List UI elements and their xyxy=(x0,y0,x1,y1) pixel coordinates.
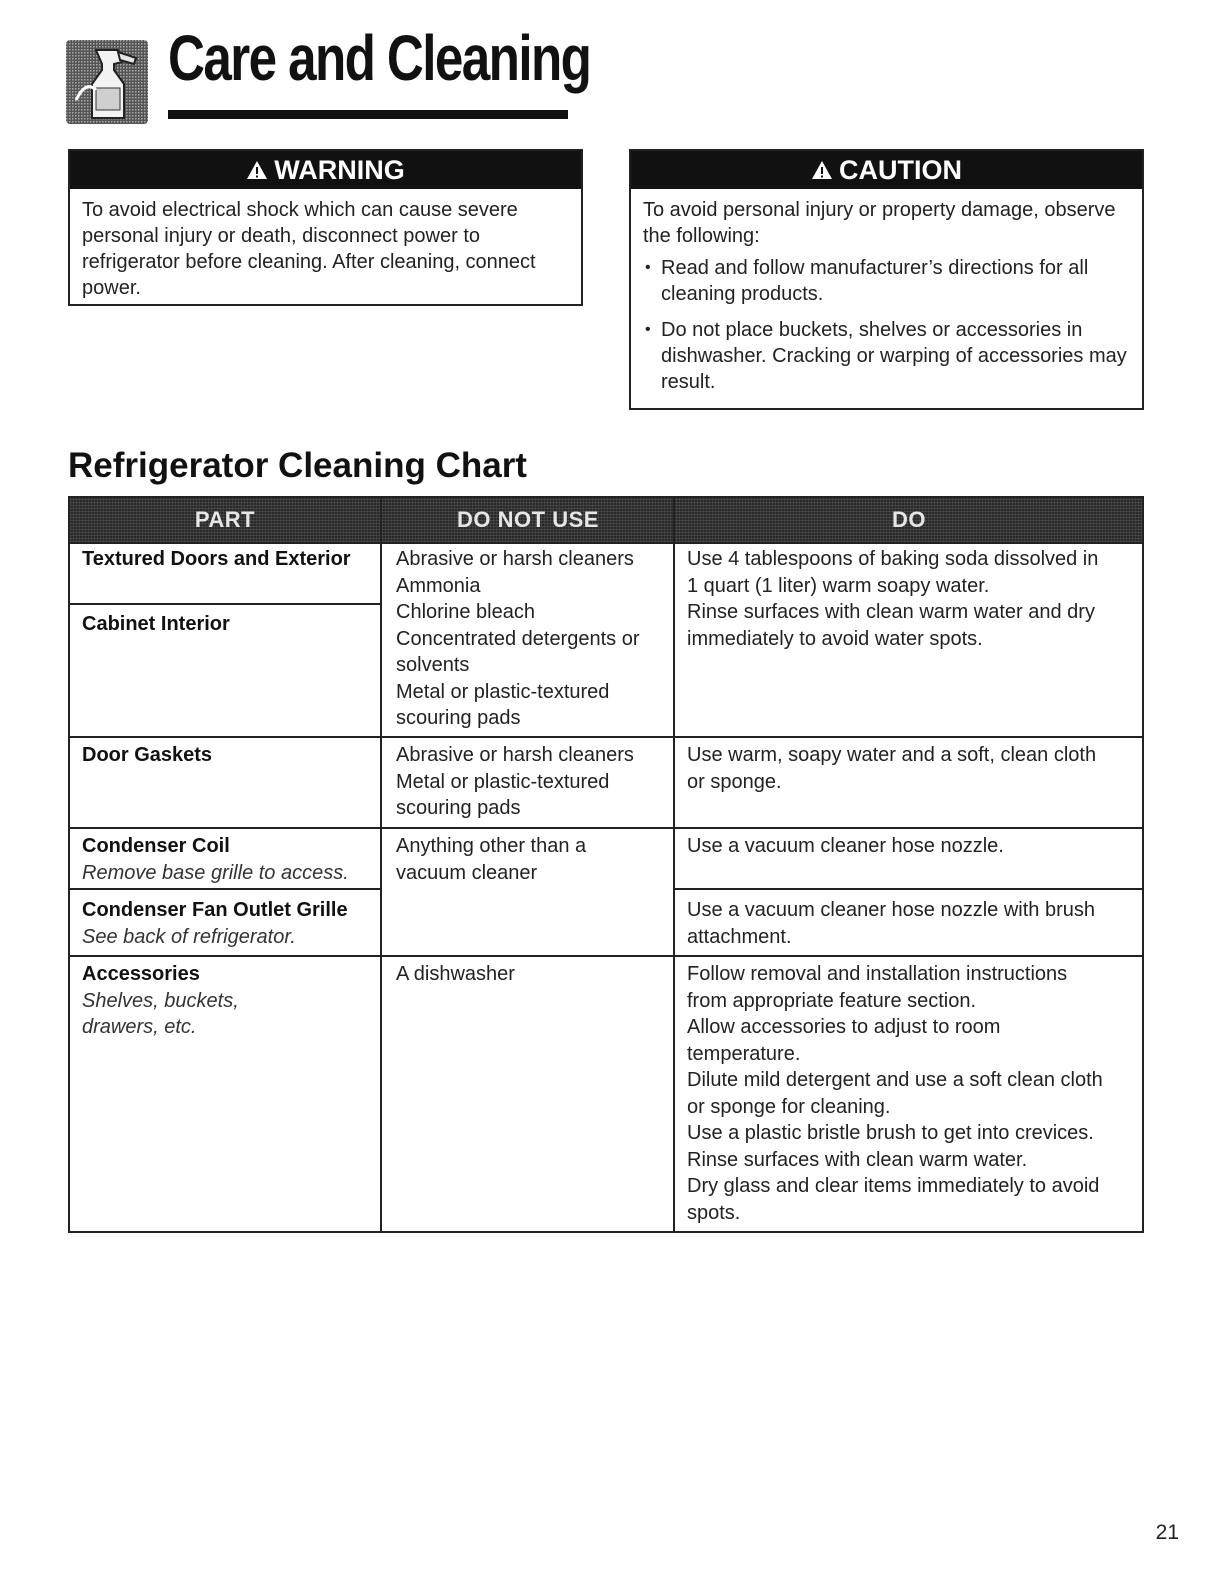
do-not-use-cell: A dishwasher xyxy=(396,963,515,985)
warning-triangle-icon xyxy=(246,160,268,180)
chart-title: Refrigerator Cleaning Chart xyxy=(68,446,527,485)
row-divider xyxy=(70,955,1142,957)
do-cell: Use warm, soapy water and a soft, clean cloth or sponge. xyxy=(687,744,1097,793)
warning-text: To avoid electrical shock which can cause severe personal injury or death, disconnect power to refrigerator before cleaning. After cleaning, connect power. xyxy=(82,199,536,299)
part-door-gaskets: Door Gaskets xyxy=(82,744,213,766)
caution-bullet: • Read and follow manufacturer’s directions for all cleaning products. xyxy=(643,255,1130,307)
do-not-use-cell: Abrasive or harsh cleaners Metal or plastic-textured scouring pads xyxy=(396,744,634,819)
page-title: Care and Cleaning xyxy=(168,22,591,94)
part-textured-doors: Textured Doors and Exterior xyxy=(82,548,351,570)
caution-box xyxy=(629,149,1144,410)
page-number: 21 xyxy=(1155,1521,1179,1544)
header-do: DO xyxy=(892,507,926,532)
header-part: PART xyxy=(194,507,256,532)
row-divider xyxy=(70,827,1142,829)
cleaning-chart-table xyxy=(68,496,1144,1233)
column-divider xyxy=(380,498,382,1231)
header-do-not-use: DO NOT USE xyxy=(457,507,599,532)
do-not-use-cell: Abrasive or harsh cleaners Ammonia Chlorine bleach Concentrated detergents or solvents Metal or plastic-textured scouring pads xyxy=(396,548,640,729)
caution-intro: To avoid personal injury or property damage, observe the following: xyxy=(643,199,1116,247)
caution-triangle-icon xyxy=(811,160,833,180)
caution-heading: CAUTION xyxy=(839,154,962,185)
part-condenser-fan-outlet-grille: Condenser Fan Outlet Grille See back of refrigerator. xyxy=(82,899,348,948)
do-cell: Follow removal and installation instructions from appropriate feature section. Allow accessories to adjust to room temperature. Dilute mild detergent and use a soft clean cloth or sponge for cleaning. Use a plastic bristle brush to get into crevices. Rinse surfaces with clean warm water. Dry glass and clear items immediately to avoid spots. xyxy=(687,963,1103,1224)
do-not-use-cell: Anything other than a vacuum cleaner xyxy=(396,835,587,884)
column-divider xyxy=(673,498,675,1231)
warning-box xyxy=(68,149,583,306)
do-cell: Use a vacuum cleaner hose nozzle. xyxy=(687,835,1004,857)
do-cell: Use 4 tablespoons of baking soda dissolved in 1 quart (1 liter) warm soapy water. Rinse surfaces with clean warm water and dry immediately to avoid water spots. xyxy=(687,548,1099,650)
caution-list xyxy=(643,255,1130,395)
row-divider xyxy=(70,888,380,890)
caution-heading-bar xyxy=(631,151,1142,189)
part-accessories: Accessories Shelves, buckets, drawers, etc. xyxy=(82,963,239,1038)
spray-bottle-icon xyxy=(66,40,148,124)
part-condenser-coil: Condenser Coil Remove base grille to access. xyxy=(82,835,349,884)
caution-bullet: • Do not place buckets, shelves or accessories in dishwasher. Cracking or warping of accessories may result. xyxy=(643,317,1130,395)
do-cell: Use a vacuum cleaner hose nozzle with brush attachment. xyxy=(687,899,1095,948)
warning-heading: WARNING xyxy=(274,154,405,185)
row-divider xyxy=(675,888,1142,890)
title-underline xyxy=(168,110,568,119)
row-divider xyxy=(70,542,1142,544)
row-divider xyxy=(70,603,380,605)
warning-heading-bar xyxy=(70,151,581,189)
row-divider xyxy=(70,736,1142,738)
part-cabinet-interior: Cabinet Interior xyxy=(82,613,230,635)
